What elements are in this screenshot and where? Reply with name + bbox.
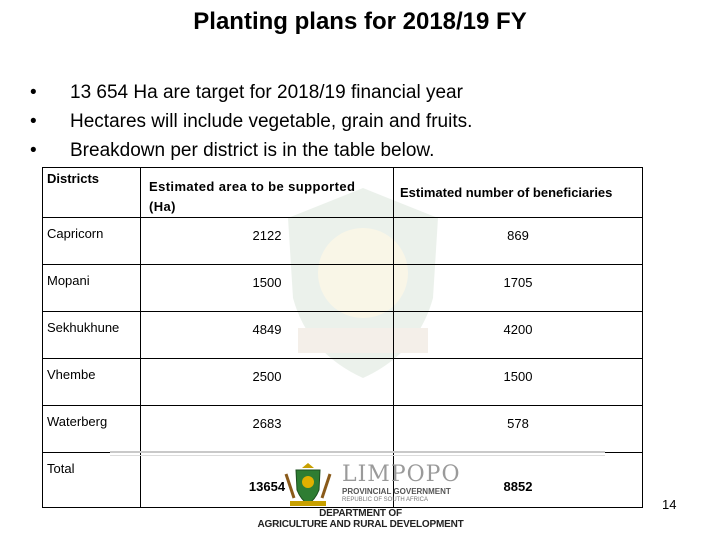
district-table [42, 167, 643, 508]
bullet-list [30, 78, 472, 165]
table-row [43, 359, 643, 406]
area-cell: 2122 [141, 218, 394, 265]
table-row [43, 265, 643, 312]
brand-name: LIMPOPO [342, 462, 461, 487]
department-name [248, 508, 473, 530]
district-cell: Sekhukhune [43, 312, 141, 359]
page-number: 14 [662, 497, 677, 512]
beneficiaries-cell: 578 [394, 406, 643, 453]
table-row [43, 312, 643, 359]
footer-divider [110, 455, 605, 456]
bullet-icon: • [30, 82, 37, 103]
coat-of-arms-logo-icon [280, 460, 336, 508]
total-label-cell: Total [43, 453, 141, 508]
table-header-row [43, 168, 643, 218]
table-header-area: Estimated area to be supported (Ha) [141, 168, 394, 218]
area-cell: 4849 [141, 312, 394, 359]
bullet-icon: • [30, 140, 37, 161]
beneficiaries-cell: 869 [394, 218, 643, 265]
bullet-text: Breakdown per district is in the table below. [70, 140, 435, 161]
bullet-item [30, 136, 472, 165]
total-beneficiaries-cell: 8852 [394, 453, 643, 508]
bullet-item [30, 107, 472, 136]
footer-divider [110, 451, 605, 453]
district-cell: Mopani [43, 265, 141, 312]
brand-block [342, 464, 461, 504]
department-line-1: DEPARTMENT OF [319, 508, 402, 519]
department-line-2: AGRICULTURE AND RURAL DEVELOPMENT [257, 519, 464, 530]
brand-country: REPUBLIC OF SOUTH AFRICA [342, 497, 429, 503]
district-cell: Vhembe [43, 359, 141, 406]
area-cell: 1500 [141, 265, 394, 312]
brand-subtitle: PROVINCIAL GOVERNMENT [342, 487, 451, 496]
table-row [43, 218, 643, 265]
beneficiaries-cell: 1705 [394, 265, 643, 312]
district-cell: Capricorn [43, 218, 141, 265]
bullet-text: 13 654 Ha are target for 2018/19 financial year [70, 82, 463, 103]
bullet-text: Hectares will include vegetable, grain and fruits. [70, 111, 473, 132]
area-cell: 2500 [141, 359, 394, 406]
bullet-icon: • [30, 111, 37, 132]
beneficiaries-cell: 1500 [394, 359, 643, 406]
area-cell: 2683 [141, 406, 394, 453]
bullet-item [30, 78, 472, 107]
table-header-beneficiaries: Estimated number of beneficiaries [394, 168, 643, 218]
page-title: Planting plans for 2018/19 FY [193, 8, 527, 35]
total-area-cell: 13654 [141, 453, 394, 508]
table-row [43, 406, 643, 453]
district-cell: Waterberg [43, 406, 141, 453]
table-header-districts: Districts [43, 168, 141, 218]
beneficiaries-cell: 4200 [394, 312, 643, 359]
